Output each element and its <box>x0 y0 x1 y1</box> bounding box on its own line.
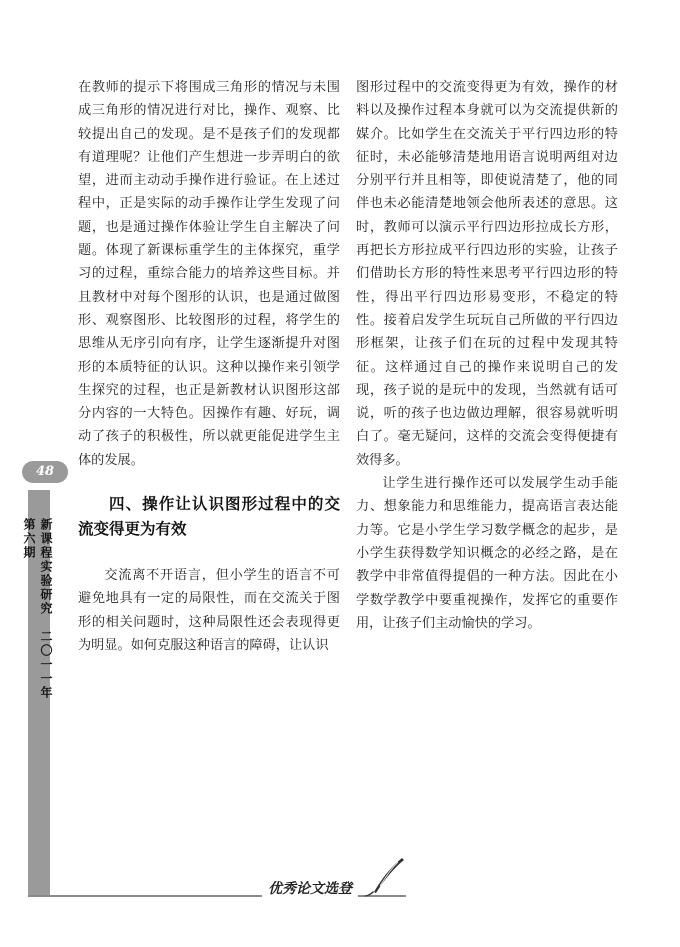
page-number: 48 <box>22 461 68 483</box>
left-column <box>78 76 340 657</box>
body-paragraph: 交流离不开语言，但小学生的语言不可避免地具有一定的局限性，而在交流关于图形的相关问题时，这种局限性还会表现得更为明显。如何克服这种语言的障碍，让认识 <box>78 568 340 653</box>
right-column <box>356 76 618 635</box>
body-paragraph: 图形过程中的交流变得更为有效，操作的材料以及操作过程本身就可以为交流提供新的媒介。比如学生在交流关于平行四边形的特征时，未必能够清楚地用语言说明两组对边分别平行并且相等，即使说清楚了，他的同伴也未必能清楚地领会他所表述的意思。这时，教师可以演示平行四边形拉成长方形，再把长方形拉成平行四边形的实验，让孩子们借助长方形的特性来思考平行四边形的特性，得出平行四边形易变形，不稳定的特性。接着启发学生玩玩自己所做的平行四边形框架，让孩子们在玩的过程中发现其特征。这样通过自己的操作来说明自己的发现，孩子说的是玩中的发现，当然就有话可说，听的孩子也边做边理解，很容易就听明白了。毫无疑问，这样的交流会变得便捷有效得多。 <box>356 80 618 468</box>
body-paragraph: 在教师的提示下将围成三角形的情况与未围成三角形的情况进行对比，操作、观察、比较提出自己的发现。是不是孩子们的发现都有道理呢？让他们产生想进一步弄明白的欲望，进而主动动手操作进行验证。在上述过程中，正是实际的动手操作让学生发现了问题，也是通过操作体验让学生自主解决了问题。体现了新课标重学生的主体探究，重学习的过程，重综合能力的培养这些目标。并且教材中对每个图形的认识，也是通过做图形、观察图形、比较图形的过程，将学生的思维从无序引向有序，让学生逐渐提升对图形的本质特征的认识。这种以操作来引领学生探究的过程，也正是新教材认识图形这部分内容的一大特色。因操作有趣、好玩，调动了孩子的积极性，所以就更能促进学生主体的发展。 <box>78 80 340 468</box>
journal-name: 新课程实验研究 二〇一一年 第六期 <box>22 518 53 700</box>
quill-pen-icon <box>362 856 410 900</box>
body-paragraph: 让学生进行操作还可以发展学生动手能力、想象能力和思维能力，提高语言表达能力等。它是小学生学习数学概念的起步，是小学生获得数学知识概念的必经之路，是在教学中非常值得提倡的一种方法。因此在小学数学教学中要重视操作，发挥它的重要作用，让孩子们主动愉快的学习。 <box>356 476 618 631</box>
section-heading: 四、操作让认识图形过程中的交流变得更为有效 <box>78 495 340 539</box>
footer-caption: 优秀论文选登 <box>262 878 358 898</box>
